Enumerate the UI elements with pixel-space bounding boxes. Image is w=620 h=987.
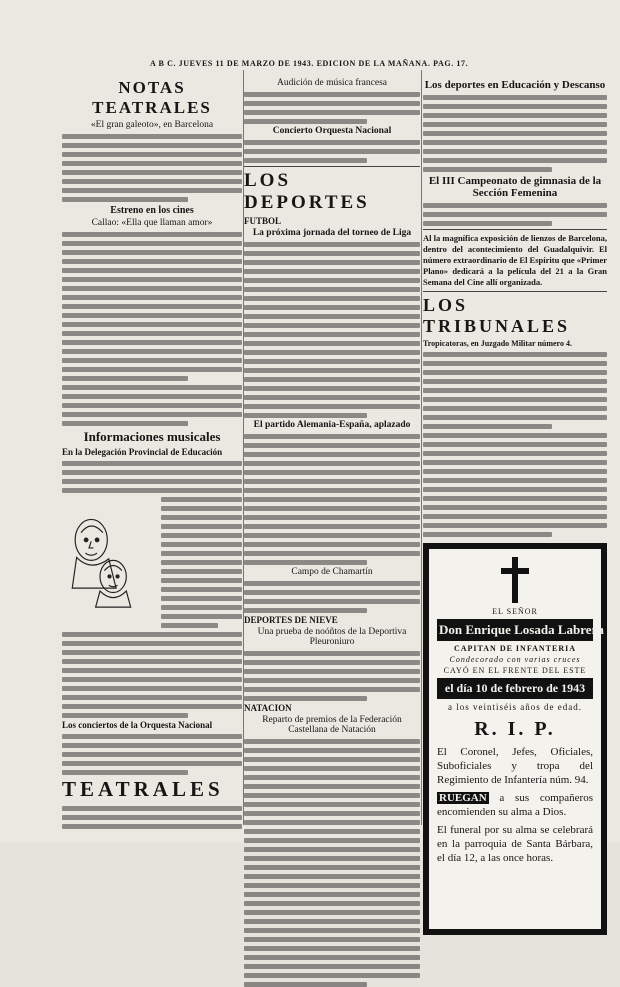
audicion-head: Audición de música francesa [277,78,387,88]
caricature-drawing [62,495,157,625]
estreno-subhead: Estreno en los cines [110,205,194,216]
obit-ruegan [437,791,593,819]
obit-name: Don Enrique Losada Labrera [437,619,593,641]
reparto-head: Reparto de premios de la Federación Castellana de Natación [262,715,402,735]
page-header: A B C. JUEVES 11 DE MARZO DE 1943. EDICION DE LA MAÑANA. PAG. 17. [150,59,469,68]
concierto-head: Concierto Orquesta Nacional [272,126,392,136]
orquesta-subhead: Los conciertos de la Orquesta Nacional [62,720,213,730]
natacion-label: NATACION [244,703,292,713]
delegacion-subhead: En la Delegación Provincial de Educación [62,447,223,457]
obit-body: El Coronel, Jefes, Oficiales, Suboficiales y tropa del Regimiento de Infantería núm. 94. [437,746,593,786]
deportes-title: LOS DEPORTES [244,170,370,213]
tribunales-title: LOS TRIBUNALES [423,295,571,336]
column-rule-2 [421,70,422,825]
obit-decoration: Condecorado con varias cruces [449,655,581,664]
obit-rip: R. I. P. [474,718,556,740]
chamartin-head: Campo de Chamartín [291,567,373,577]
obit-rank: CAPITAN DE INFANTERIA [453,644,577,653]
obit-funeral: El funeral por su alma se celebrará en la parroquia de Santa Bárbara, el día 12, a las once horas. [437,824,593,864]
notas-teatrales-title: NOTAS TEATRALES [92,78,212,117]
tribunales-sub: Tropicatoras, en Juzgado Militar número 4. [423,339,572,348]
callao-subhead: Callao: «Ella que llaman amor» [91,218,213,228]
column-2 [244,76,420,987]
prueba-head: Una prueba de noóñtos de la Deportiva Pleuroniuro [257,627,407,647]
futbol-label: FUTBOL [244,216,282,226]
nieve-label: DEPORTES DE NIEVE [244,615,338,625]
obit-died: CAYÓ EN EL FRENTE DEL ESTE [443,666,587,675]
teatrales-title: TEATRALES [62,777,224,801]
obituary-notice [423,543,607,935]
primer-plano-lead: Al la magnífica exposición de lienzos de Barcelona, dentro del acontecimiento del Guadalquivir. El número extraordinario de El Espíritu que «Primer Plano» dedicará a la película del 21 a la Gran Semana del Cine allí organizada. [423,233,608,287]
obit-ruegan-rest: a sus compañeros encomienden su alma a Dios. [437,792,594,818]
aplazado-head: El partido Alemania-España, aplazado [253,420,411,430]
jornada-head: La próxima jornada del torneo de Liga [252,228,412,238]
campeonato-head: El III Campeonato de gimnasia de la Sección Femenina [428,175,602,199]
galeoto-subhead: «El gran galeoto», en Barcelona [90,120,214,130]
obit-ruegan-word: RUEGAN [439,792,487,804]
deportes-edu-head: Los deportes en Educación y Descanso [424,79,606,91]
cross-icon [501,557,529,603]
obit-date: el día 10 de febrero de 1943 [437,678,593,699]
column-1 [62,76,242,829]
column-3 [423,76,607,935]
obit-age: a los veintiséis años de edad. [448,702,582,712]
obit-intro: EL SEÑOR [492,607,538,616]
musicales-subhead: Informaciones musicales [83,429,221,444]
